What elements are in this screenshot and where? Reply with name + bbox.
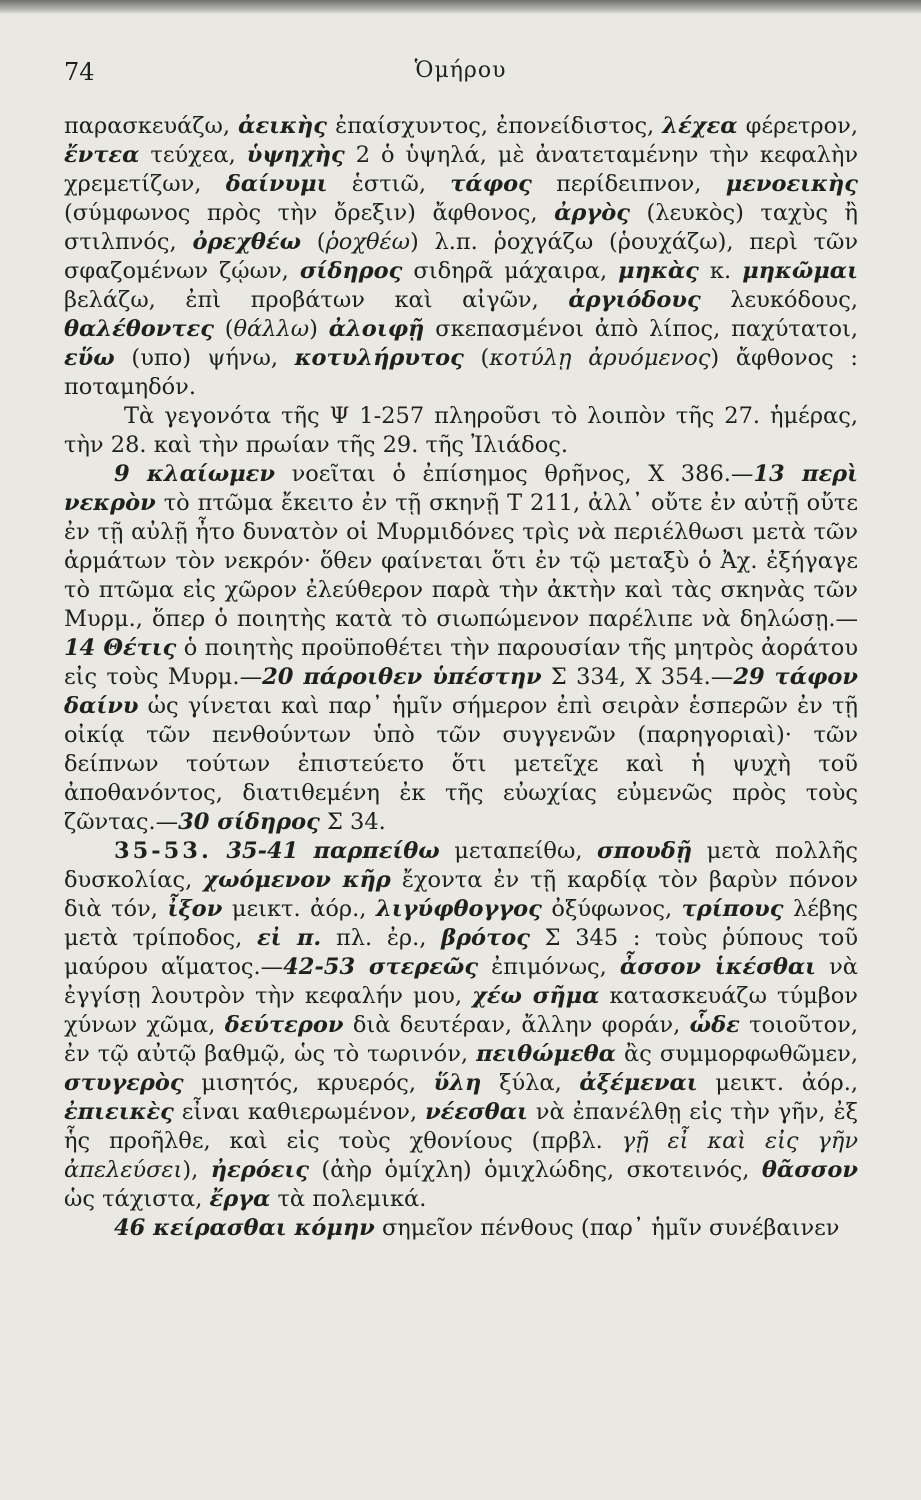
lemma-term: ἀλοιφῇ: [328, 316, 425, 342]
lemma-term: ἀργὸς: [554, 200, 630, 226]
italic-gloss: ῥοχθέω: [325, 229, 410, 255]
gloss-text: μισητός, κρυερός,: [183, 1070, 434, 1096]
lemma-term: ὀρεχθέω: [192, 229, 301, 255]
gloss-text: ἑστιῶ,: [327, 171, 451, 197]
lemma-term: μενοεικὴς: [725, 171, 858, 197]
gloss-text: νὰ ἐγγίσῃ λουτρὸν τὴν κεφαλήν μου,: [64, 954, 859, 1009]
lemma-term: 29 τάφον δαίνυ: [64, 664, 858, 719]
gloss-text: ἐπαίσχυντος, ἐπονείδιστος,: [326, 113, 663, 139]
gloss-text: ): [309, 316, 329, 342]
gloss-text: ὡς γίνεται καὶ παρ᾿ ἡμῖν σήμερον ἐπὶ σειρὰν ἑσπερῶν ἐν τῇ οἰκίᾳ τῶν πενθούντων ὑπὸ τῶν συγγενῶν (παρηγοριαὶ)· τῶν δείπνων τούτων ἐπιστεύετο ὅτι μετεῖχε καὶ ἡ ψυχὴ τοῦ ἀποθανόντος, διατιθεμένη ἐκ τῆς εὐωχίας εὐμενῶς πρὸς τοὺς ζῶντας.—: [64, 693, 858, 835]
section-range: 35-53.: [114, 838, 212, 864]
lemma-term: εὕω: [64, 345, 115, 371]
commentary-paragraph: [64, 112, 858, 402]
gloss-text: σκεπασμένοι ἀπὸ λίπος, παχύτατοι,: [424, 316, 858, 342]
lemma-term: κοτυλήρυτος: [294, 345, 464, 371]
lemma-term: θαλέθοντες: [64, 316, 214, 342]
lemma-term: ὑψηχὴς: [246, 142, 345, 168]
gloss-text: [212, 838, 227, 864]
gloss-text: 2 ὁ ὑψηλά, μὲ ἀνατεταμένην τὴν κεφαλὴν χρεμετίζων,: [64, 142, 858, 197]
gloss-text: ) λ.π. ῥοχγάζω (ῥουχάζω), περὶ τῶν σφαζομένων ζῴων,: [64, 229, 859, 284]
gloss-text: ἂς συμμορφωθῶμεν,: [616, 1041, 858, 1067]
lemma-term: ἔντεα: [64, 142, 140, 168]
gloss-text: (σύμφωνος πρὸς τὴν ὄρεξιν) ἄφθονος,: [64, 200, 555, 226]
lemma-term: ἶξον: [167, 896, 223, 922]
gloss-text: λέβης μετὰ τρίποδος,: [64, 896, 858, 951]
lemma-term: λιγύφθογγος: [375, 896, 542, 922]
commentary-paragraph: [64, 837, 858, 1214]
running-title: Ὁμήρου: [414, 58, 507, 83]
lemma-term: ἔργα: [209, 1186, 271, 1212]
gloss-text: ἐπιμόνως,: [478, 954, 620, 980]
lemma-term: λέχεα: [662, 113, 738, 139]
lemma-term: ἀργιόδους: [568, 287, 701, 313]
lemma-term: ἐπιεικὲς: [64, 1099, 174, 1125]
commentary-paragraph: [64, 460, 858, 837]
gloss-text: (ἀὴρ ὁμίχλη) ὁμιχλώδης, σκοτεινός,: [308, 1157, 762, 1183]
gloss-text: (: [213, 316, 234, 342]
gloss-text: ὡς τάχιστα,: [64, 1186, 210, 1212]
gloss-text: βελάζω, ἐπὶ προβάτων καὶ αἰγῶν,: [64, 287, 569, 313]
lemma-term: δαίνυμι: [225, 171, 328, 197]
lemma-term: ὧδε: [689, 1012, 740, 1038]
gloss-text: παρασκευάζω,: [64, 113, 239, 139]
gloss-text: νοεῖται ὁ ἐπίσημος θρῆνος, Χ 386.—: [274, 461, 754, 487]
lemma-term: δεύτερον: [224, 1012, 344, 1038]
italic-gloss: γῇ εἶ καὶ εἰς γῆν ἀπελεύσει: [64, 1128, 859, 1183]
lemma-term: τάφος: [450, 171, 532, 197]
gloss-text: εἶναι καθιερωμένον,: [173, 1099, 426, 1125]
lemma-term: ἀεικὴς: [238, 113, 327, 139]
lemma-term: ἠερόεις: [210, 1157, 309, 1183]
gloss-text: ),: [182, 1157, 211, 1183]
gloss-text: ) ἄφθονος : ποταμηδόν.: [64, 345, 858, 400]
gloss-text: ὁ ποιητὴς προϋποθέτει τὴν παρουσίαν τῆς μητρὸς ἀοράτου εἰς τοὺς Μυρμ.—: [64, 635, 858, 690]
gloss-text: μετὰ πολλῆς δυσκολίας,: [64, 838, 858, 893]
italic-gloss: θάλλω: [233, 316, 310, 342]
gloss-text: τοιοῦτον, ἐν τῷ αὐτῷ βαθμῷ, ὡς τὸ τωρινόν,: [64, 1012, 859, 1067]
gloss-text: μεικτ. ἀόρ.,: [222, 896, 376, 922]
gloss-text: λευκόδους,: [700, 287, 858, 313]
gloss-text: κατασκευάζω τύμβον χύνων χῶμα,: [64, 983, 858, 1038]
lemma-term: τρίπους: [681, 896, 784, 922]
gloss-text: τὰ πολεμικά.: [270, 1186, 427, 1212]
lemma-term: ἀξέμεναι: [579, 1070, 698, 1096]
gloss-text: (λευκὸς) ταχὺς ἢ στιλπνός,: [64, 200, 859, 255]
gloss-text: Τὰ γεγονότα τῆς Ψ 1-257 πληροῦσι τὸ λοιπὸν τῆς 27. ἡμέρας, τὴν 28. καὶ τὴν πρωίαν τῆς 29. τῆς Ἰλιάδος.: [64, 403, 858, 458]
gloss-text: τὸ πτῶμα ἔκειτο ἐν τῇ σκηνῇ Τ 211, ἀλλ᾿ οὔτε ἐν αὐτῇ οὔτε ἐν τῇ αὐλῇ ἦτο δυνατὸν οἱ Μυρμιδόνες τρὶς νὰ περιέλθωσι μετὰ τῶν ἁρμάτων τὸν νεκρόν· ὅθεν φαίνεται ὅτι ἐν τῷ μεταξὺ ὁ Ἀχ. ἐξήγαγε τὸ πτῶμα εἰς χῶρον ἐλεύθερον παρὰ τὴν ἀκτὴν καὶ τὰς σκηνὰς τῶν Μυρμ., ὅπερ ὁ ποιητὴς κατὰ τὸ σιωπώμενον παρέλιπε νὰ δηλώσῃ.—: [64, 490, 858, 632]
gloss-text: Σ 34.: [319, 809, 386, 835]
lemma-term: 20 πάροιθεν ὑπέστην: [262, 664, 542, 690]
lemma-term: 14 Θέτις: [64, 635, 177, 661]
gloss-text: νὰ ἐπανέλθῃ εἰς τὴν γῆν, ἐξ ἧς προῆλθε, καὶ εἰς τοὺς χθονίους (πρβλ.: [64, 1099, 858, 1154]
lemma-term: ἆσσον ἱκέσθαι: [619, 954, 817, 980]
gloss-text: πλ. ἐρ.,: [321, 925, 442, 951]
lemma-term: θᾶσσον: [761, 1157, 858, 1183]
commentary-body: [64, 112, 858, 1243]
gloss-text: (: [463, 345, 490, 371]
lemma-term: 13 περὶ νεκρὸν: [64, 461, 858, 516]
gloss-text: (υπο) ψήνω,: [114, 345, 295, 371]
lemma-term: βρότος: [441, 925, 530, 951]
gloss-text: σιδηρᾶ μάχαιρα,: [402, 258, 619, 284]
italic-gloss: κοτύλῃ ἀρυόμενος: [489, 345, 711, 371]
lemma-term: 42-53 στερεῶς: [283, 954, 479, 980]
gloss-text: κ.: [698, 258, 743, 284]
lemma-term: 30 σίδηρος: [178, 809, 320, 835]
lemma-term: μηκὰς: [618, 258, 699, 284]
gloss-text: φέρετρον,: [737, 113, 858, 139]
page-header: [62, 58, 859, 90]
lemma-term: σπουδῇ: [597, 838, 693, 864]
gloss-text: Σ 345 : τοὺς ῥύπους τοῦ μαύρου αἵματος.—: [64, 925, 859, 980]
lemma-term: εἰ π.: [257, 925, 322, 951]
lemma-term: στυγερὸς: [64, 1070, 184, 1096]
gloss-text: ἔχοντα ἐν τῇ καρδίᾳ τὸν βαρὺν πόνον διὰ τόν,: [64, 867, 859, 922]
gloss-text: ὀξύφωνος,: [541, 896, 682, 922]
lemma-term: νέεσθαι: [425, 1099, 528, 1125]
gloss-text: τεύχεα,: [139, 142, 247, 168]
lemma-term: 9 κλαίωμεν: [114, 461, 275, 487]
gloss-text: περίδειπνον,: [531, 171, 726, 197]
gloss-text: Σ 334, Χ 354.—: [541, 664, 734, 690]
lemma-term: 35-41 παρπείθω: [226, 838, 440, 864]
gloss-text: (: [301, 229, 326, 255]
gloss-text: διὰ δευτέραν, ἄλλην φοράν,: [343, 1012, 690, 1038]
scan-top-edge: [0, 0, 921, 14]
lemma-term: μηκῶμαι: [742, 258, 858, 284]
commentary-paragraph: [64, 402, 858, 460]
page-number: 74: [64, 58, 95, 86]
gloss-text: ξύλα,: [481, 1070, 580, 1096]
lemma-term: πειθώμεθα: [476, 1041, 616, 1067]
lemma-term: σίδηρος: [299, 258, 403, 284]
lemma-term: χωόμενον κῆρ: [203, 867, 391, 893]
gloss-text: μεικτ. ἀόρ.,: [697, 1070, 858, 1096]
lemma-term: ὕλη: [433, 1070, 482, 1096]
commentary-paragraph: [64, 1214, 858, 1243]
gloss-text: σημεῖον πένθους (παρ᾿ ἡμῖν συνέβαινεν: [374, 1215, 840, 1241]
lemma-term: 46 κείρασθαι κόμην: [114, 1215, 375, 1241]
lemma-term: χέω σῆμα: [472, 983, 600, 1009]
gloss-text: μεταπείθω,: [439, 838, 598, 864]
